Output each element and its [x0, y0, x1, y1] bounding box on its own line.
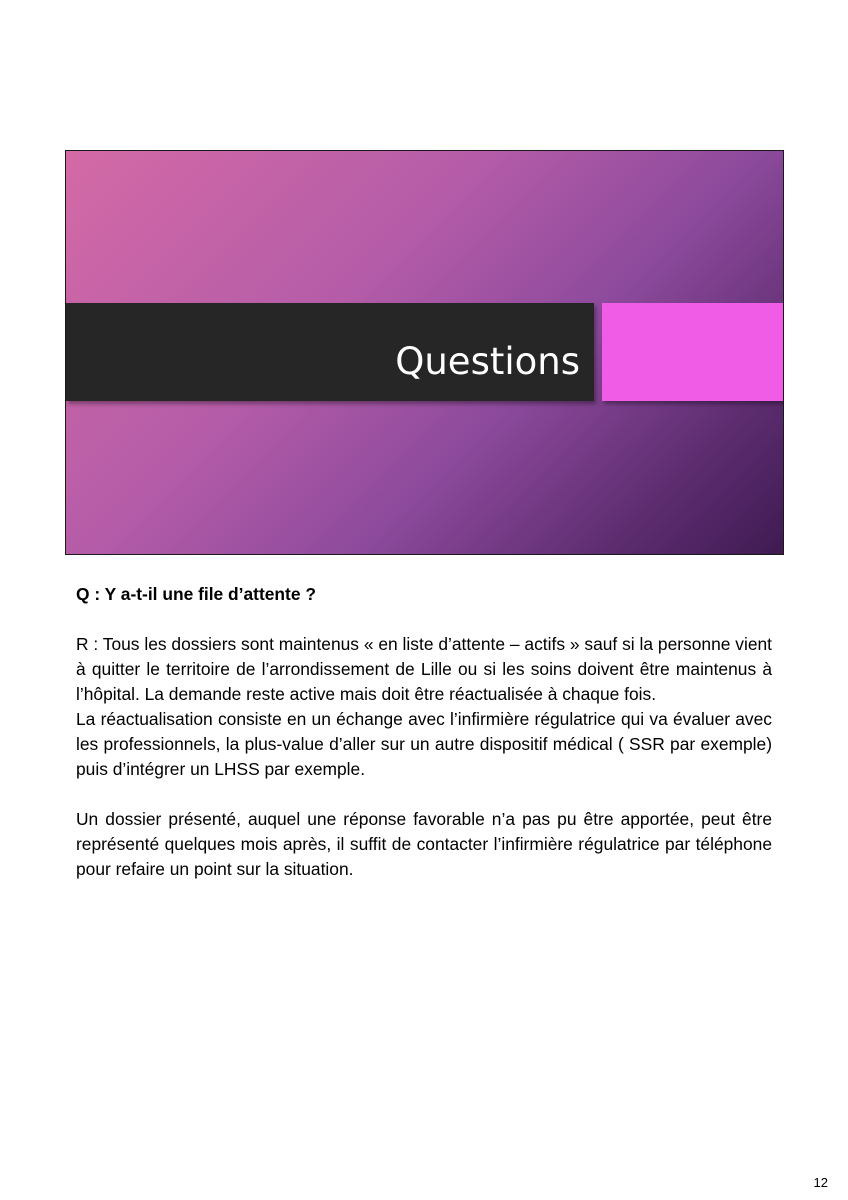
question-text: Q : Y a-t-il une file d’attente ? [76, 584, 316, 604]
slide-title: Questions [395, 340, 580, 383]
paragraph-spacer [76, 782, 772, 807]
slide-accent-block [602, 303, 783, 401]
slide-title-bar [66, 303, 594, 401]
page-number: 12 [813, 1175, 828, 1190]
qa-section [76, 582, 772, 882]
slide-thumbnail [65, 150, 784, 555]
answer-paragraph: Un dossier présenté, auquel une réponse favorable n’a pas pu être apportée, peut être représenté quelques mois après, il suffit de contacter l’infirmière régulatrice par téléphone pour refaire un point sur la situation. [76, 809, 772, 879]
answer-paragraph: R : Tous les dossiers sont maintenus « en liste d’attente – actifs » sauf si la personne vient à quitter le territoire de l’arrondissement de Lille ou si les soins doivent être maintenus à l’hôpital. La demande reste active mais doit être réactualisée à chaque fois. [76, 634, 772, 704]
answer-paragraph: La réactualisation consiste en un échange avec l’infirmière régulatrice qui va évaluer avec les professionnels, la plus-value d’aller sur un autre dispositif médical ( SSR par exemple) puis d’intégrer un LHSS par exemple. [76, 709, 772, 779]
